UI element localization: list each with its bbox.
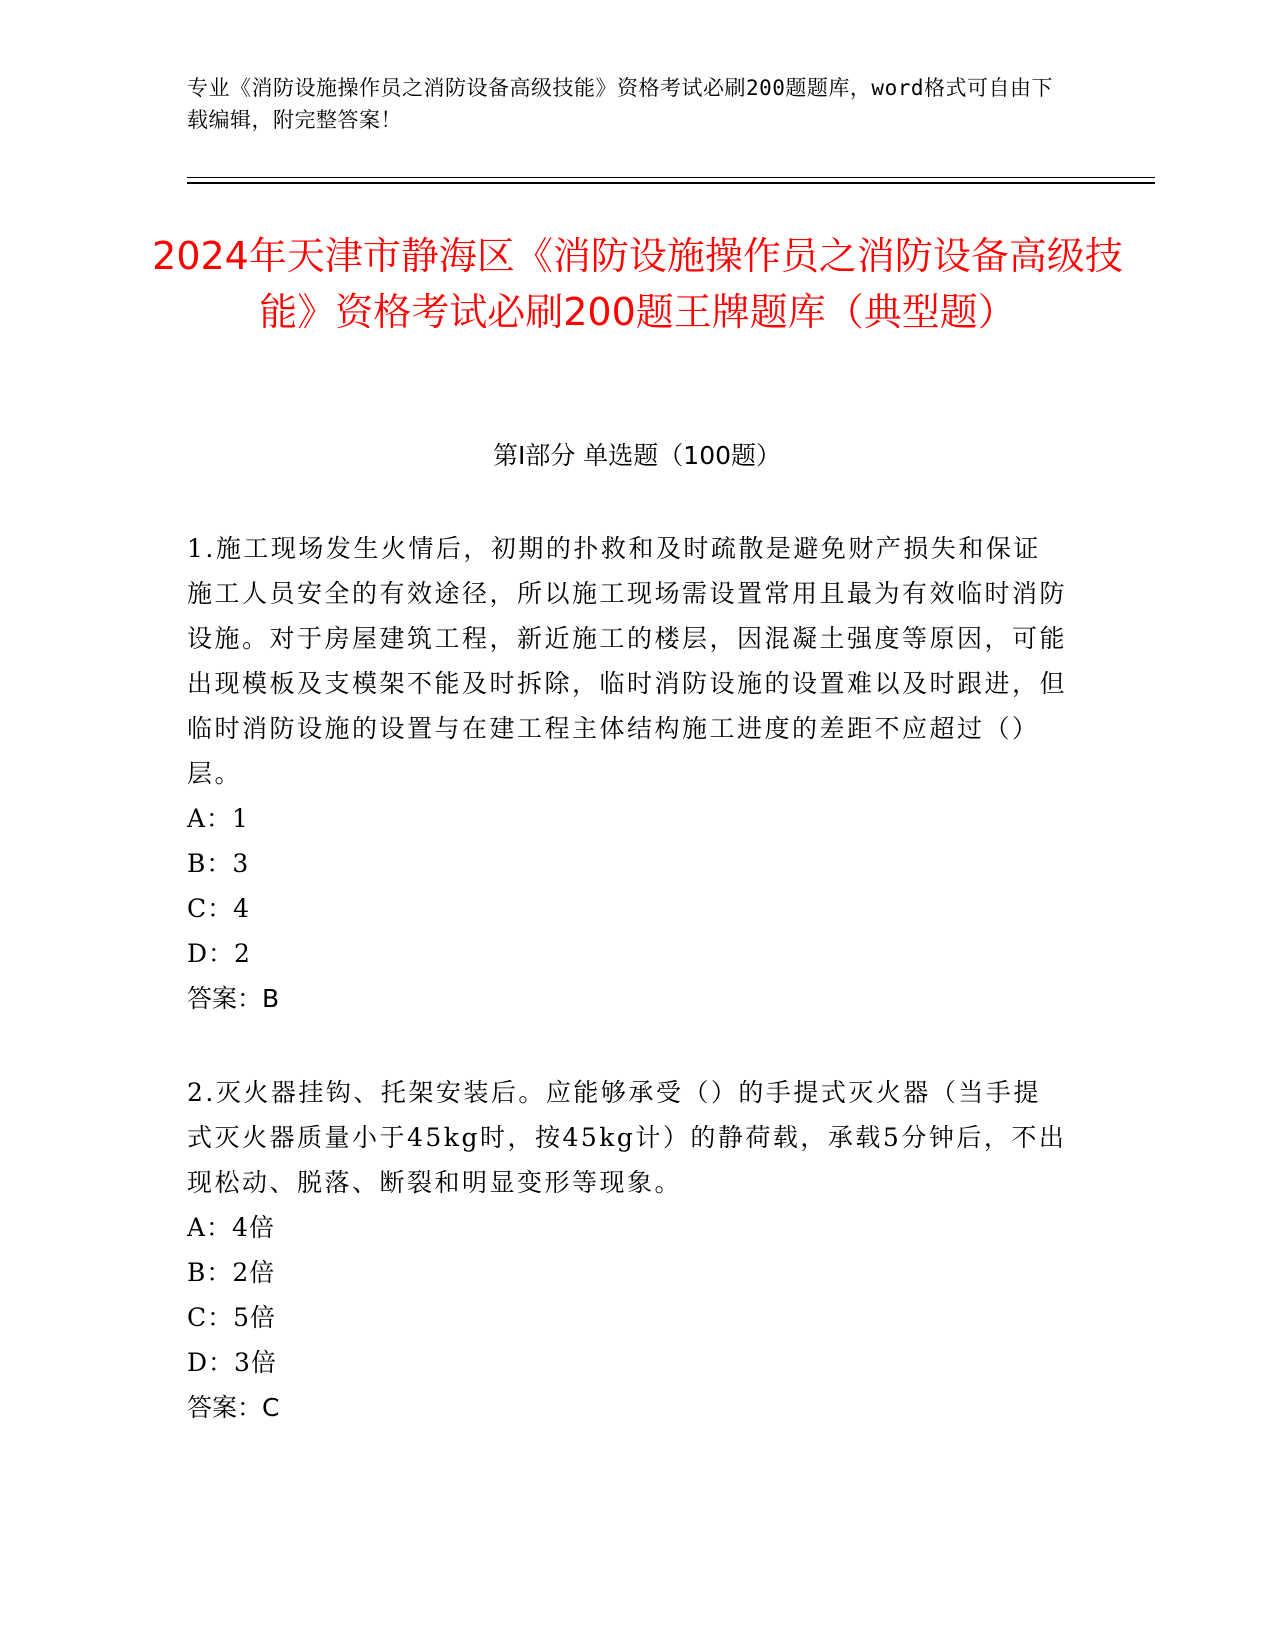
question-1 xyxy=(187,526,1067,1021)
option-d: D：2 xyxy=(187,939,251,968)
option-d: D：3倍 xyxy=(187,1348,277,1377)
option-b: B：2倍 xyxy=(187,1258,276,1287)
option-b: B：3 xyxy=(187,849,250,878)
answer-label: 答案：B xyxy=(187,984,280,1013)
header-divider-thin xyxy=(187,177,1155,178)
document-title: 2024年天津市静海区《消防设施操作员之消防设备高级技能》资格考试必刷200题王牌题库（典型题） xyxy=(152,234,1123,334)
answer-label: 答案：C xyxy=(187,1393,280,1422)
header-divider-thick xyxy=(187,182,1155,184)
option-a: A：4倍 xyxy=(187,1213,275,1242)
question-stem: 1.施工现场发生火情后，初期的扑救和及时疏散是避免财产损失和保证施工人员安全的有效途径，所以施工现场需设置常用且最为有效临时消防设施。对于房屋建筑工程，新近施工的楼层，因混凝土强度等原因，可能出现模板及支模架不能及时拆除，临时消防设施的设置难以及时跟进，但临时消防设施的设置与在建工程主体结构施工进度的差距不应超过（）层。 xyxy=(187,534,1068,788)
option-a: A：1 xyxy=(187,804,249,833)
question-2 xyxy=(187,1070,1067,1430)
option-c: C：4 xyxy=(187,894,251,923)
option-c: C：5倍 xyxy=(187,1303,277,1332)
question-stem: 2.灭火器挂钩、托架安装后。应能够承受（）的手提式灭火器（当手提式灭火器质量小于45kg时，按45kg计）的静荷载，承载5分钟后，不出现松动、脱落、断裂和明显变形等现象。 xyxy=(187,1078,1067,1197)
header-note: 专业《消防设施操作员之消防设备高级技能》资格考试必刷200题题库，word格式可自由下载编辑，附完整答案！ xyxy=(187,76,1053,132)
section-heading: 第I部分 单选题（100题） xyxy=(492,441,782,470)
